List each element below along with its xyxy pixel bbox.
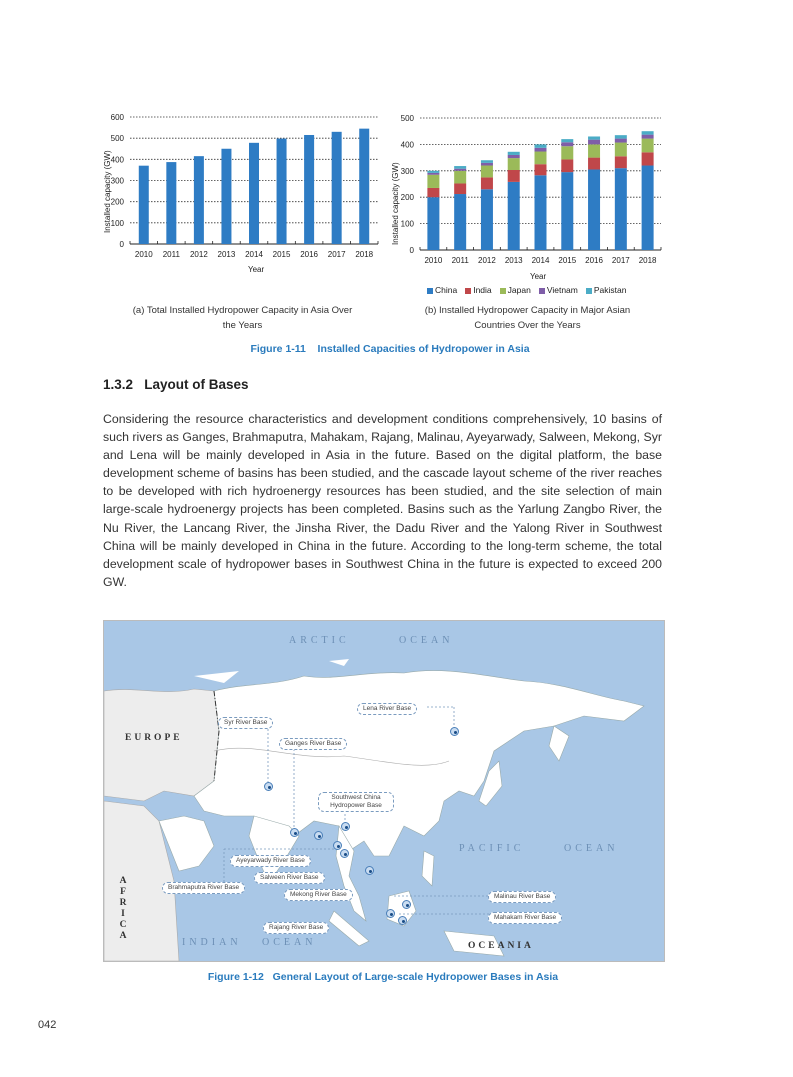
svg-text:2012: 2012 xyxy=(189,250,208,259)
base-marker-ayeyarwady[interactable] xyxy=(333,841,342,850)
section-paragraph: Considering the resource characteristics and development conditions comprehensively, 10 basins of such rivers as Ganges, Brahmaputra, Mahakam, Rajang, Malinau, Ayeyarwady, Salween, Mekong, Syr and Lena will be mainly developed in Asia in the future. Based on the digital platform, the base development scheme of basins has been studied, and the cascade layout scheme of the river reaches to be developed with rich hydroenergy resources has been studied, and the site selection of main large-scale hydroenergy projects has been completed. Basins such as the Yarlung Zangbo River, the Nu River, the Lancang River, the Jinsha River, the Dadu River and the Yalong River in Southwest China will be mainly developed in China in the future. According to the long-term scheme, the total development scale of hydropower bases in Southwest China in the future is expected to exceed 200 GW. xyxy=(103,412,662,589)
ocean-label-arctic: ARCTIC xyxy=(289,635,350,646)
legend-swatch xyxy=(465,288,471,294)
asia-hydropower-map xyxy=(103,620,665,962)
svg-text:2017: 2017 xyxy=(611,256,630,265)
figure-1-11-caption: Figure 1-11 Installed Capacities of Hydropower in Asia xyxy=(250,343,530,355)
legend-swatch xyxy=(539,288,545,294)
legend-item-china: China xyxy=(427,285,457,295)
svg-text:400: 400 xyxy=(110,155,124,165)
legend-swatch xyxy=(427,288,433,294)
base-label-rajang[interactable]: Rajang River Base xyxy=(263,922,329,934)
svg-text:2012: 2012 xyxy=(478,256,496,265)
ocean-label-pacific: PACIFIC xyxy=(459,843,525,854)
svg-text:2010: 2010 xyxy=(134,250,153,259)
chart-a-xlabel: Year xyxy=(248,265,265,274)
legend-swatch xyxy=(500,288,506,294)
base-label-malinau[interactable]: Malinau River Base xyxy=(488,891,556,903)
svg-text:0: 0 xyxy=(409,246,414,255)
svg-text:2017: 2017 xyxy=(327,250,346,259)
base-label-salween[interactable]: Salween River Base xyxy=(254,872,325,884)
svg-text:100: 100 xyxy=(110,218,124,228)
svg-text:2016: 2016 xyxy=(585,256,603,265)
svg-text:2014: 2014 xyxy=(245,250,263,259)
svg-text:500: 500 xyxy=(110,134,124,144)
base-label-syr[interactable]: Syr River Base xyxy=(218,717,273,729)
caption-a: (a) Total Installed Hydropower Capacity in Asia Over the Years xyxy=(132,305,353,331)
ocean-label-indian-ocean: OCEAN xyxy=(262,937,317,948)
svg-text:300: 300 xyxy=(110,176,124,186)
base-marker-ganges[interactable] xyxy=(290,828,299,837)
legend-item-pakistan: Pakistan xyxy=(586,285,627,295)
svg-text:2010: 2010 xyxy=(424,256,443,265)
base-marker-lena[interactable] xyxy=(450,727,459,736)
base-marker-salween[interactable] xyxy=(340,849,349,858)
page-number: 042 xyxy=(38,1019,57,1031)
legend-item-india: India xyxy=(465,285,491,295)
svg-text:100: 100 xyxy=(400,219,414,229)
legend-item-vietnam: Vietnam xyxy=(539,285,578,295)
svg-text:2018: 2018 xyxy=(355,250,374,259)
chart-b-xlabel: Year xyxy=(530,272,547,281)
figure-1-12-caption: Figure 1-12 General Layout of Large-scale Hydropower Bases in Asia xyxy=(207,971,559,983)
svg-text:200: 200 xyxy=(400,193,414,203)
ocean-label-indian: INDIAN xyxy=(182,937,242,948)
map-landmass xyxy=(104,621,664,961)
svg-text:2011: 2011 xyxy=(451,256,469,265)
base-marker-syr[interactable] xyxy=(264,782,273,791)
continent-label-africa: AFRICA xyxy=(118,876,128,942)
svg-text:2014: 2014 xyxy=(531,256,550,265)
base-marker-mahakam[interactable] xyxy=(398,916,407,925)
svg-text:2011: 2011 xyxy=(162,250,180,259)
svg-text:2015: 2015 xyxy=(272,250,291,259)
section-heading: 1.3.2 Layout of Bases xyxy=(103,377,249,392)
legend-item-japan: Japan xyxy=(500,285,531,295)
base-label-mekong[interactable]: Mekong River Base xyxy=(284,889,353,901)
chart-b-ylabel: Installed capacity (GW) xyxy=(391,162,400,245)
base-label-brahmaputra[interactable]: Brahmaputra River Base xyxy=(162,882,245,894)
chart-b-plot xyxy=(385,105,665,300)
base-marker-brahmaputra[interactable] xyxy=(314,831,323,840)
ocean-label-pacific-ocean: OCEAN xyxy=(564,843,619,854)
base-label-ganges[interactable]: Ganges River Base xyxy=(279,738,347,750)
legend-swatch xyxy=(586,288,592,294)
base-marker-rajang[interactable] xyxy=(386,909,395,918)
svg-text:0: 0 xyxy=(119,240,124,249)
chart-b-legend xyxy=(427,285,626,295)
chart-a-ylabel: Installed capacity (GW) xyxy=(103,150,112,233)
chart-a-plot xyxy=(95,105,385,285)
svg-text:200: 200 xyxy=(110,197,124,207)
base-label-ayeyarwady[interactable]: Ayeyarwady River Base xyxy=(230,855,311,867)
svg-text:300: 300 xyxy=(400,166,414,176)
base-label-lena[interactable]: Lena River Base xyxy=(357,703,417,715)
base-marker-mekong[interactable] xyxy=(365,866,374,875)
ocean-label-arctic-ocean: OCEAN xyxy=(399,635,454,646)
continent-label-europe: EUROPE xyxy=(125,733,183,743)
svg-text:400: 400 xyxy=(400,140,414,150)
svg-text:500: 500 xyxy=(400,114,414,123)
svg-text:600: 600 xyxy=(110,113,124,122)
caption-b: (b) Installed Hydropower Capacity in Major Asian Countries Over the Years xyxy=(424,305,631,331)
continent-label-oceania: OCEANIA xyxy=(468,941,534,951)
svg-text:2013: 2013 xyxy=(217,250,236,259)
chart-b xyxy=(385,105,665,300)
base-label-mahakam[interactable]: Mahakam River Base xyxy=(488,912,562,924)
base-label-southwest-china[interactable]: Southwest China Hydropower Base xyxy=(318,792,394,812)
base-marker-southwest-china[interactable] xyxy=(341,822,350,831)
svg-text:2015: 2015 xyxy=(558,256,577,265)
svg-text:2016: 2016 xyxy=(300,250,319,259)
chart-a xyxy=(95,105,385,285)
svg-text:2018: 2018 xyxy=(638,256,657,265)
base-marker-malinau[interactable] xyxy=(402,900,411,909)
svg-text:2013: 2013 xyxy=(504,256,523,265)
